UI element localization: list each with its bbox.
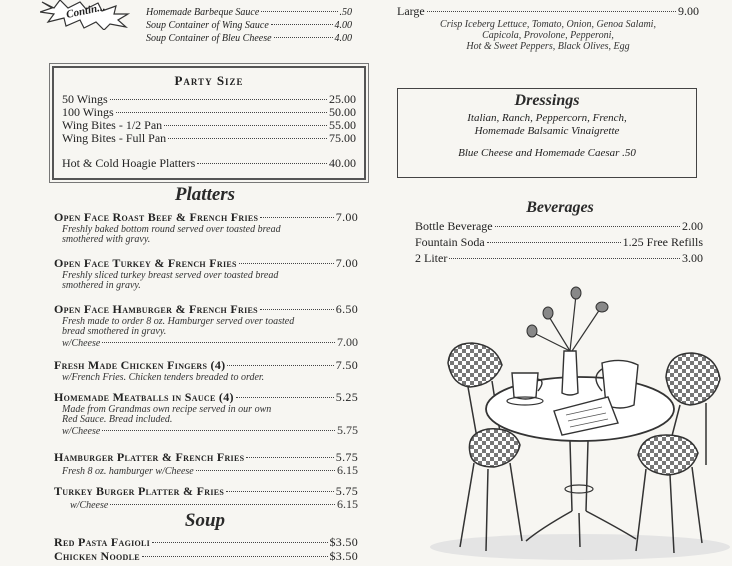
item-price: 40.00 <box>329 156 356 170</box>
list-item <box>54 390 358 450</box>
list-item <box>54 358 358 390</box>
party-size-title: Party Size <box>174 73 244 88</box>
list-item <box>146 19 352 32</box>
item-name: 100 Wings <box>62 105 114 119</box>
item-name: Open Face Roast Beef & French Fries <box>54 210 259 224</box>
list-item <box>54 210 358 256</box>
continued-badge <box>40 0 132 30</box>
item-desc: smothered in gravy. <box>62 280 141 291</box>
dressings-title: Dressings <box>514 92 580 109</box>
item-desc: Crisp Iceberg Lettuce, Tomato, Onion, Genoa Salami, <box>440 19 656 30</box>
item-desc: Made from Grandmas own recipe served in our own <box>62 404 272 415</box>
item-name: Open Face Hamburger & French Fries <box>54 302 258 316</box>
badge-text: Contin... <box>65 1 107 21</box>
item-desc: Freshly sliced turkey breast served over toasted bread <box>62 270 279 281</box>
item-name: Chicken Noodle <box>54 549 140 563</box>
beverages-list <box>415 218 703 266</box>
item-price: $3.50 <box>329 535 358 549</box>
item-name: Soup Container of Bleu Cheese <box>146 33 272 44</box>
list-item <box>415 234 703 250</box>
platters-list <box>54 210 358 510</box>
item-desc: smothered with gravy. <box>62 234 151 245</box>
item-price: 6.15 <box>337 463 358 477</box>
list-item <box>415 250 703 266</box>
item-desc: w/French Fries. Chicken tenders breaded to order. <box>62 372 265 383</box>
item-desc: Hot & Sweet Peppers, Black Olives, Egg <box>466 41 630 52</box>
item-desc: Capicola, Provolone, Pepperoni, <box>482 30 614 41</box>
cafe-table-icon <box>430 285 730 561</box>
item-name: Fountain Soda <box>415 235 485 249</box>
item-price: 7.50 <box>335 358 358 372</box>
item-extra: w/Cheese <box>62 338 101 349</box>
list-item <box>62 157 356 170</box>
cafe-table-illustration <box>430 285 730 561</box>
item-price: 50.00 <box>329 105 356 119</box>
item-name: 2 Liter <box>415 251 448 265</box>
item-name: Fresh Made Chicken Fingers (4) <box>54 358 226 372</box>
list-item <box>54 302 358 358</box>
item-price: 5.75 <box>335 450 358 464</box>
item-price: 75.00 <box>329 131 356 145</box>
item-name: Hamburger Platter & French Fries <box>54 450 245 464</box>
list-item <box>146 6 352 19</box>
dressings-box <box>397 88 697 178</box>
item-name: Wing Bites - Full Pan <box>62 131 167 145</box>
item-price: $3.50 <box>329 549 358 563</box>
item-name: Soup Container of Wing Sauce <box>146 20 269 31</box>
soup-title: Soup <box>184 510 226 531</box>
item-price: 7.00 <box>337 335 358 349</box>
dressings-extra: Blue Cheese and Homemade Caesar .50 <box>458 147 636 159</box>
item-price: 5.75 <box>335 484 358 498</box>
item-price: 6.50 <box>335 302 358 316</box>
item-name: 50 Wings <box>62 92 108 106</box>
dressings-line: Italian, Ranch, Peppercorn, French, <box>467 112 627 124</box>
item-name: Homemade Barbeque Sauce <box>146 7 260 18</box>
soup-list <box>54 535 358 563</box>
item-desc: Freshly baked bottom round served over toasted bread <box>62 224 281 235</box>
item-price: 6.15 <box>337 497 358 511</box>
item-price: 3.00 <box>682 251 703 265</box>
party-size-box <box>52 66 366 180</box>
item-extra: Fresh 8 oz. hamburger w/Cheese <box>62 466 194 477</box>
item-price: 1.25 Free Refills <box>622 235 703 249</box>
item-name: Large <box>397 4 425 18</box>
list-item <box>54 256 358 302</box>
item-price: 4.00 <box>334 20 352 31</box>
platters-title: Platters <box>174 184 236 205</box>
item-name: Red Pasta Fagioli <box>54 535 151 549</box>
item-desc: Fresh made to order 8 oz. Hamburger served over toasted <box>62 316 295 327</box>
item-desc: Red Sauce. Bread included. <box>62 414 173 425</box>
item-price: 2.00 <box>682 219 703 233</box>
item-price: 7.00 <box>335 256 358 270</box>
item-price: 7.00 <box>335 210 358 224</box>
dressings-line: Homemade Balsamic Vinaigrette <box>474 125 620 137</box>
list-item <box>54 535 358 549</box>
item-extra: w/Cheese <box>62 426 101 437</box>
item-price: 9.00 <box>678 4 699 18</box>
item-name: Bottle Beverage <box>415 219 493 233</box>
top-left-items <box>146 6 352 45</box>
list-item <box>54 484 358 510</box>
item-name: Homemade Meatballs in Sauce (4) <box>54 390 234 404</box>
item-name: Turkey Burger Platter & Fries <box>54 484 225 498</box>
item-price: 5.25 <box>335 390 358 404</box>
item-price: 5.75 <box>337 423 358 437</box>
item-desc: bread smothered in gravy. <box>62 326 167 337</box>
item-price: .50 <box>339 7 352 18</box>
list-item <box>54 450 358 484</box>
list-item <box>146 32 352 45</box>
item-price: 4.00 <box>334 33 352 44</box>
salad-large <box>397 4 699 52</box>
list-item <box>415 218 703 234</box>
beverages-title: Beverages <box>526 199 594 216</box>
item-extra: w/Cheese <box>70 500 109 511</box>
item-price: 25.00 <box>329 92 356 106</box>
item-name: Wing Bites - 1/2 Pan <box>62 118 163 132</box>
list-item <box>62 132 356 145</box>
item-price: 55.00 <box>329 118 356 132</box>
item-name: Open Face Turkey & French Fries <box>54 256 237 270</box>
item-name: Hot & Cold Hoagie Platters <box>62 156 196 170</box>
